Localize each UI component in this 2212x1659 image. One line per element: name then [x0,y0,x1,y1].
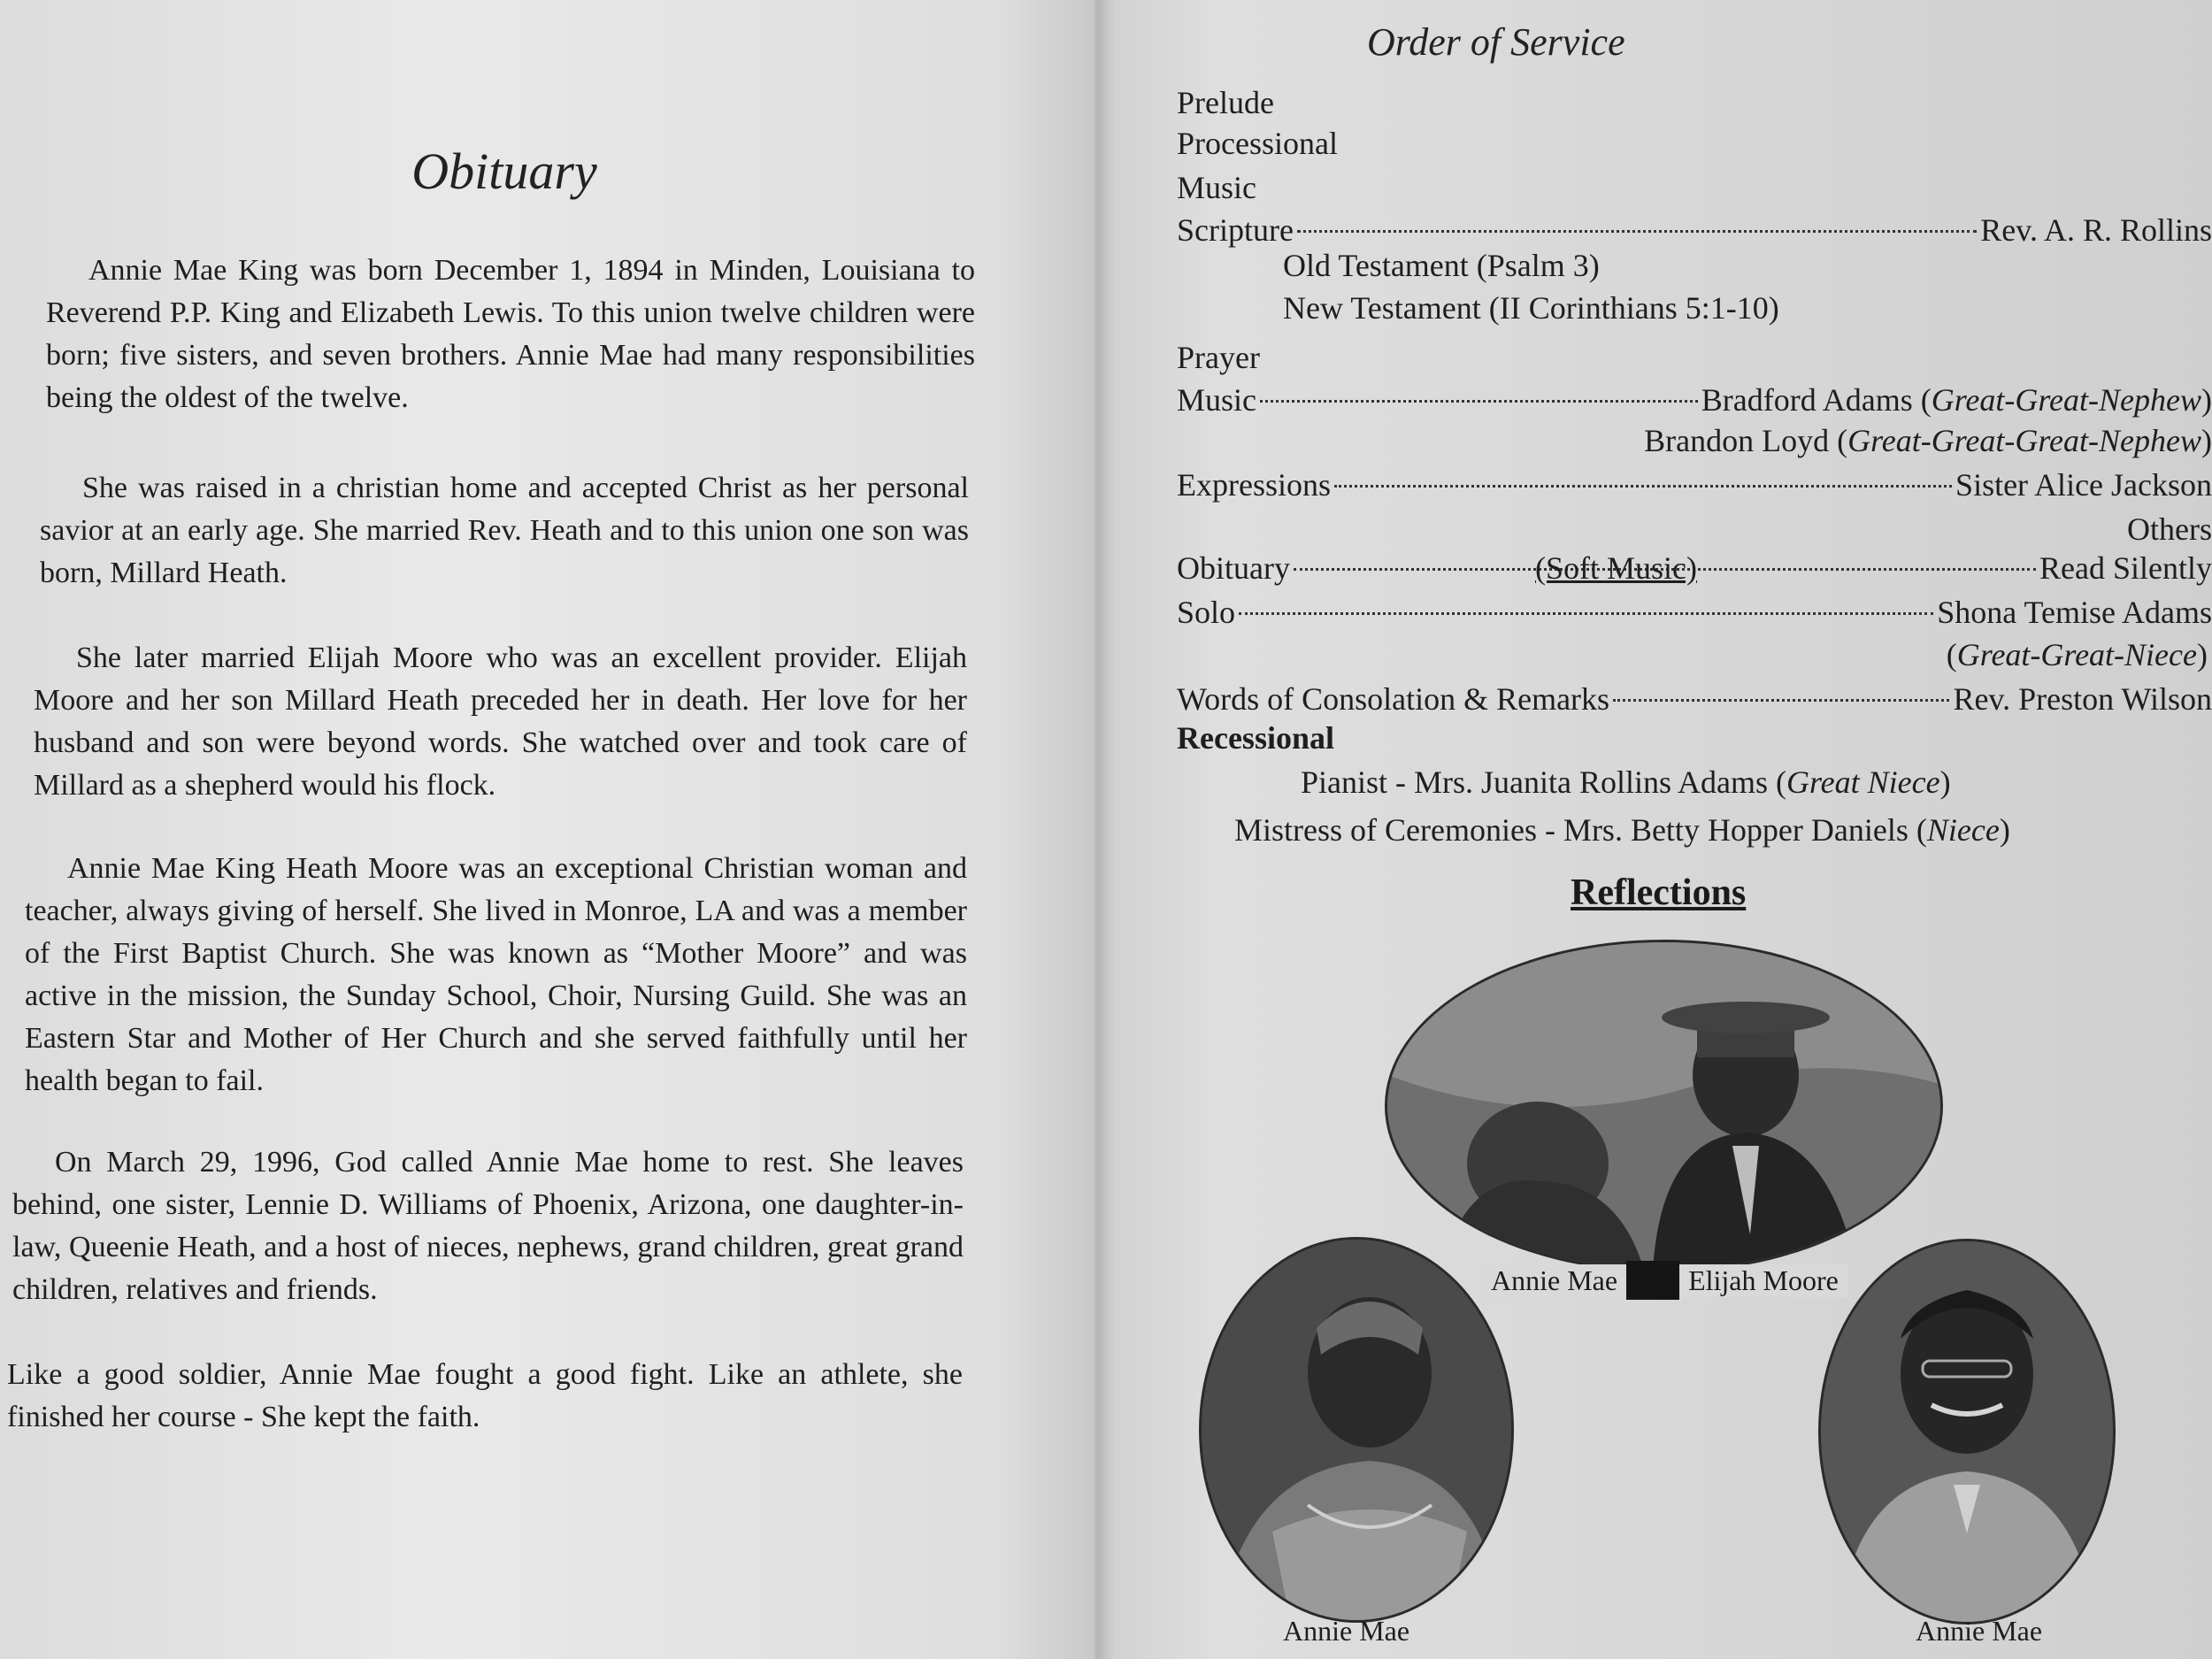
right-page [1102,0,2212,1659]
reflections-title: Reflections [1571,872,1747,913]
couple-photo-illustration [1387,942,1940,1270]
obituary-label: Obituary [1177,550,1290,586]
dot-leader [1260,400,1698,403]
item-others: Others [2127,511,2212,547]
obituary-value: Read Silently [2039,550,2212,586]
solo-label: Solo [1177,595,1236,630]
photo-annie-older [1818,1239,2116,1624]
music-value: Bradford Adams (Great-Great-Nephew) [1701,382,2212,418]
scripture-label: Scripture [1177,212,1294,248]
obituary-paragraph-3: She later married Elijah Moore who was an excellent provider. Elijah Moore and her son Millard Heath preceded her in death. Her love for her husband and son were beyond words. She watched over and took care of Millard as a shepherd would his flock. [34,641,967,802]
consolation-value: Rev. Preston Wilson [1953,681,2212,717]
couple-caption [1482,1261,1847,1300]
dot-leader [1334,485,1952,488]
item-processional: Processional [1177,126,1338,161]
item-solo [1177,591,2212,634]
order-of-service-title: Order of Service [1367,20,1625,64]
obituary-title: Obituary [411,142,597,200]
dot-leader [1613,699,1949,702]
dot-leader [1297,230,1977,233]
dot-leader [1239,612,1933,615]
item-music: Music [1177,170,1256,205]
obituary-paragraph-5: On March 29, 1996, God called Annie Mae home to rest. She leaves behind, one sister, Lennie D. Williams of Phoenix, Arizona, one daughter-in-law, Queenie Heath, and a host of nieces, nephews, grand children, great grand children, relatives and friends. [12,1146,964,1306]
music-label: Music [1177,382,1256,418]
item-recessional: Recessional [1177,720,1334,756]
solo-value: Shona Temise Adams [1937,595,2212,630]
young-portrait-illustration [1202,1240,1511,1620]
item-expressions [1177,464,2212,506]
obituary-paragraph-1: Annie Mae King was born December 1, 1894 in Minden, Louisiana to Reverend P.P. King and Elizabeth Lewis. To this union twelve children were born; five sisters, and seven brothers. Annie Mae had many responsibilities being the oldest of the twelve. [46,254,975,414]
expressions-value: Sister Alice Jackson [1955,467,2212,503]
older-portrait-illustration [1821,1241,2113,1622]
left-page [0,0,1093,1659]
item-solo-relation: (Great-Great-Niece) [1946,637,2208,672]
item-pianist: Pianist - Mrs. Juanita Rollins Adams (Great Niece) [1301,764,1951,800]
scripture-value: Rev. A. R. Rollins [1980,212,2212,248]
expressions-label: Expressions [1177,467,1331,503]
soft-music-note: (Soft Music) [1535,550,1697,586]
item-music-performer-2: Brandon Loyd (Great-Great-Great-Nephew) [1644,423,2212,458]
item-consolation [1177,678,2212,720]
photo-couple [1385,940,1943,1272]
obituary-paragraph-2: She was raised in a christian home and accepted Christ as her personal savior at an early age. She married Rev. Heath and to this union one son was born, Millard Heath. [40,472,969,589]
item-prelude: Prelude [1177,85,1274,120]
item-prayer: Prayer [1177,340,1260,375]
item-old-testament: Old Testament (Psalm 3) [1283,248,1600,283]
photo-annie-young [1199,1237,1514,1623]
obituary-paragraph-6: Like a good soldier, Annie Mae fought a good fight. Like an athlete, she finished her course - She kept the faith. [7,1358,963,1433]
consolation-label: Words of Consolation & Remarks [1177,681,1610,717]
caption-annie-mae: Annie Mae [1482,1264,1626,1297]
obituary-paragraph-4: Annie Mae King Heath Moore was an exceptional Christian woman and teacher, always giving of herself. She lived in Monroe, LA and was a member of the First Baptist Church. She was known as “Mother Moore” and was active in the mission, the Sunday School, Choir, Nursing Guild. She was an Eastern Star and Mother of Her Church and she served faithfully until her health began to fail. [25,852,967,1097]
caption-elijah-moore: Elijah Moore [1679,1264,1847,1297]
caption-divider [1626,1261,1679,1300]
item-music-performers [1177,379,2212,421]
caption-left-portrait: Annie Mae [1283,1615,1410,1647]
item-obituary [1177,547,2212,589]
item-new-testament: New Testament (II Corinthians 5:1-10) [1283,290,1779,326]
caption-right-portrait: Annie Mae [1916,1615,2043,1647]
item-mistress: Mistress of Ceremonies - Mrs. Betty Hopper Daniels (Niece) [1234,812,2010,848]
